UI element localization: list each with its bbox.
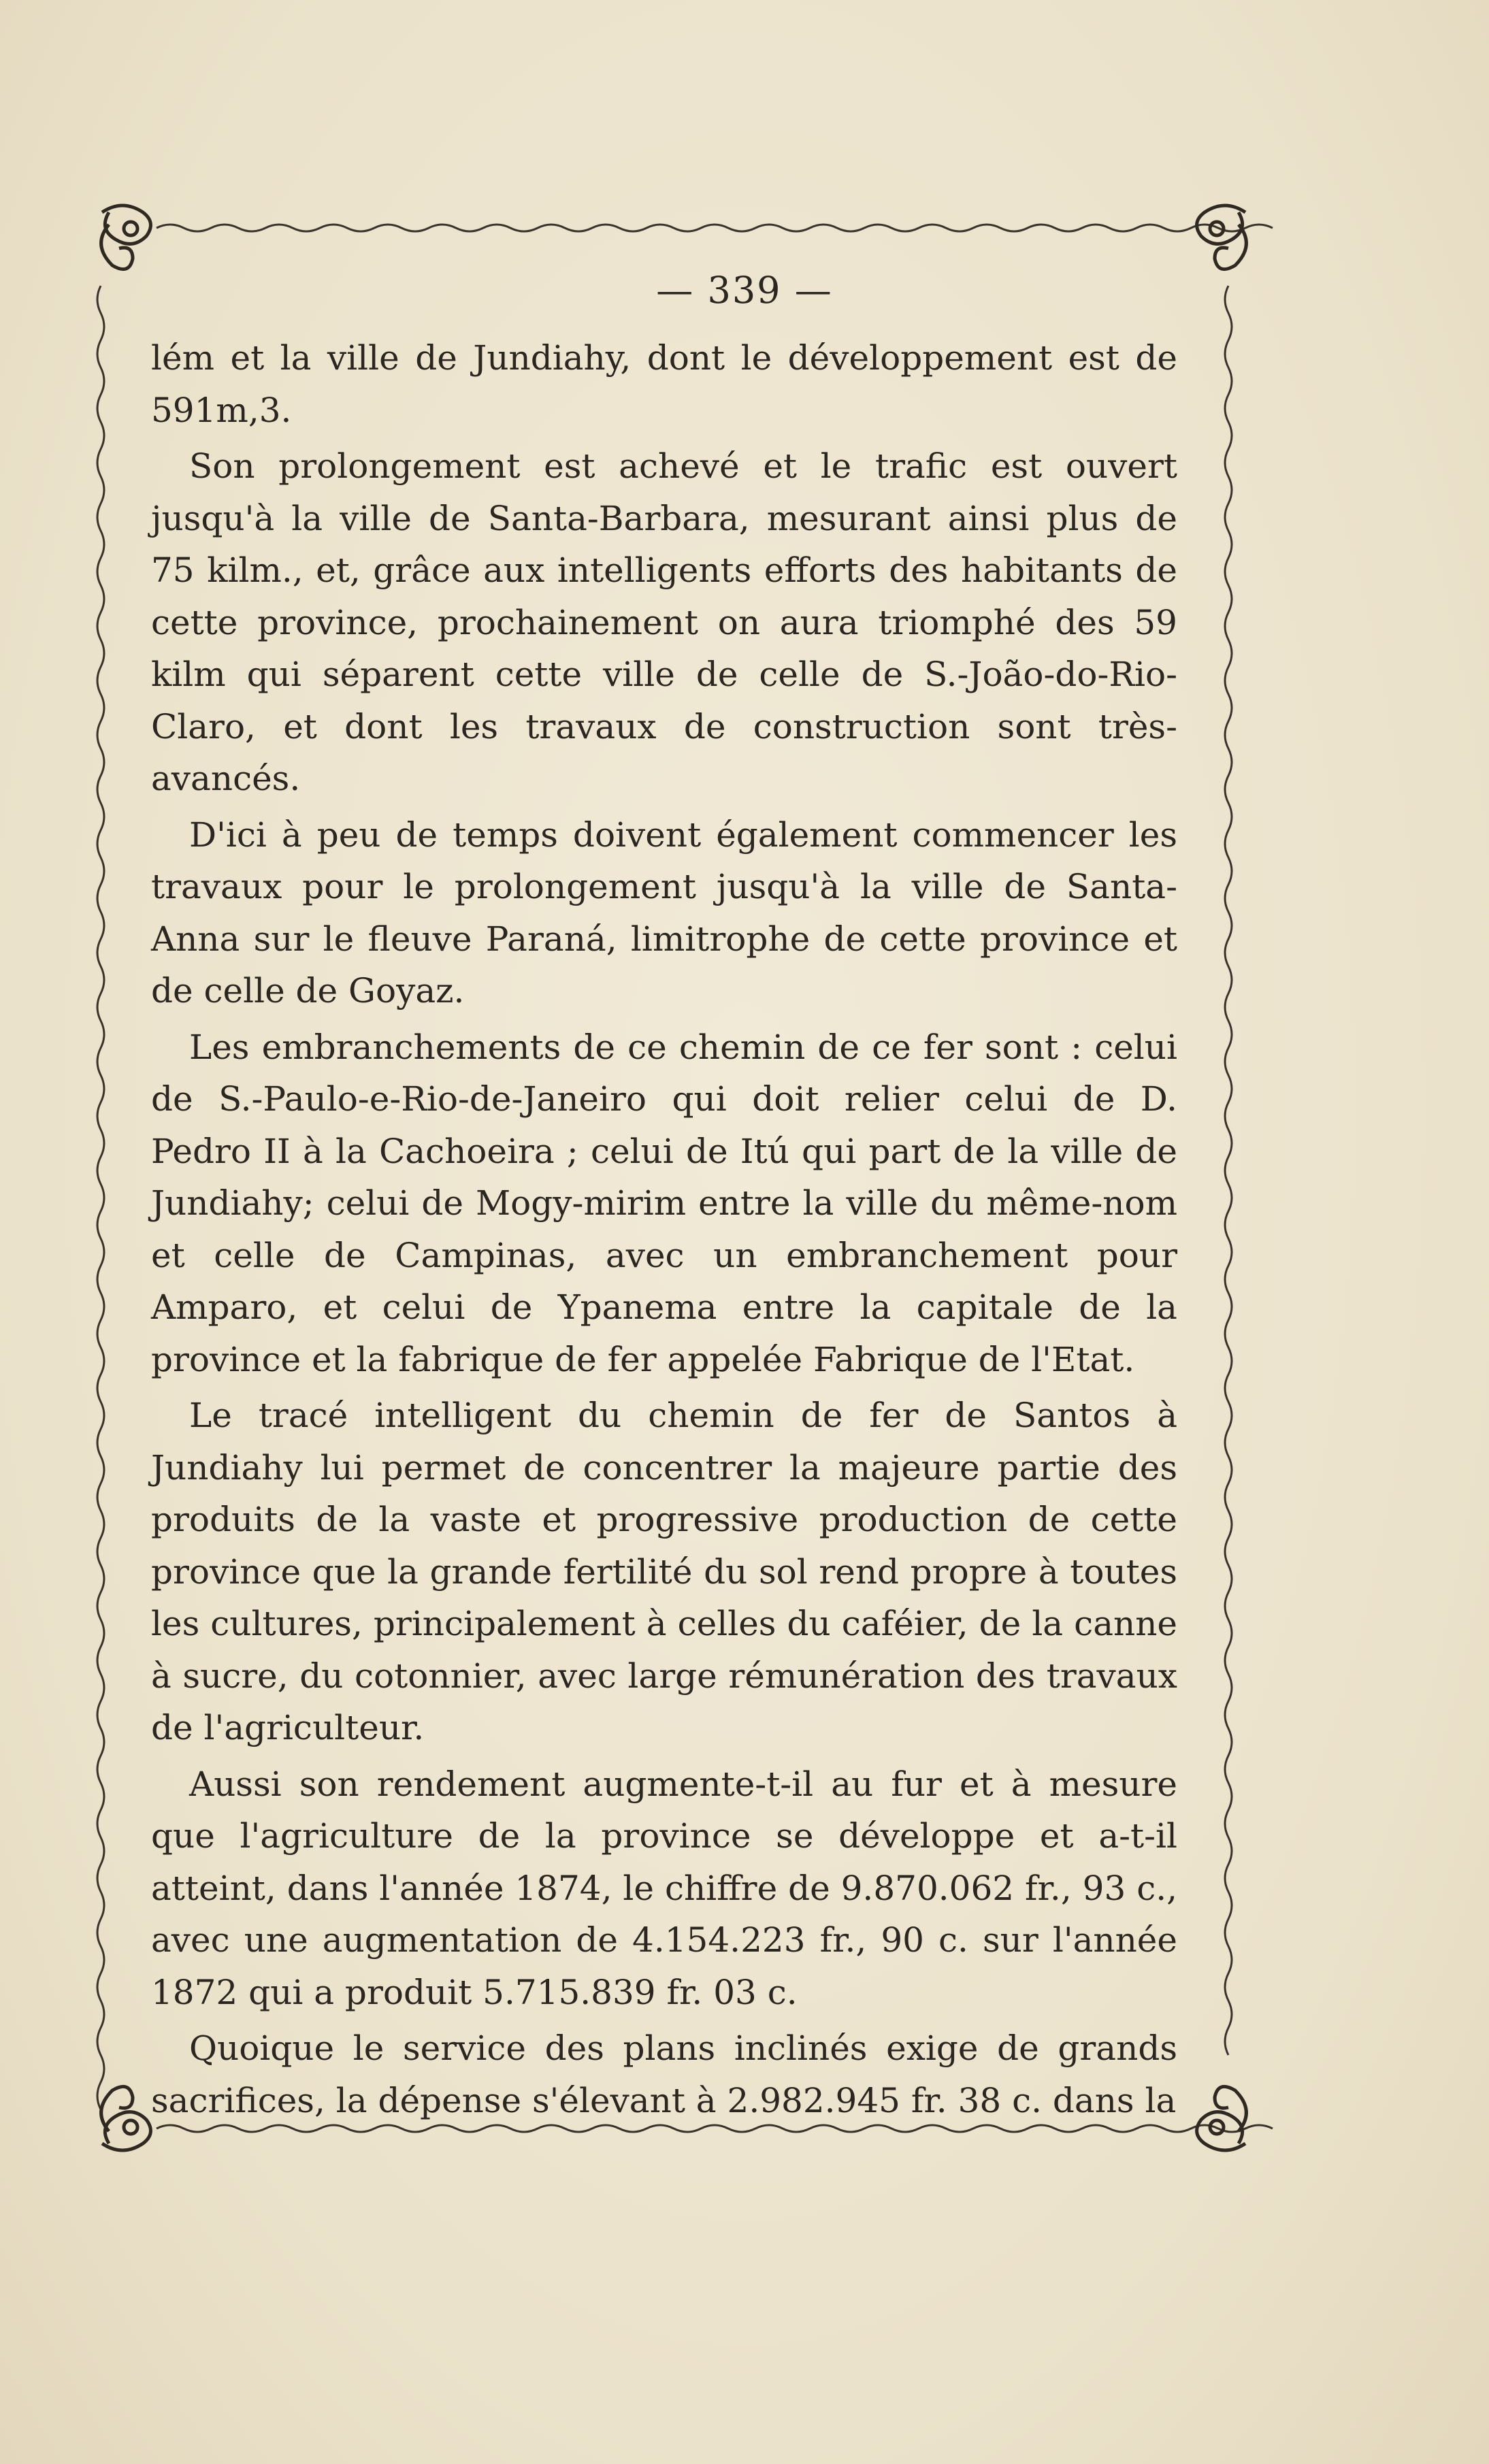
paragraph-6: Aussi son rendement augmente-t-il au fur et à mesure que l'agriculture de la province se développe et a-t-il atteint, dans l'année 1874, le chiffre de 9.870.062 fr., 93 c., avec une augmentation de 4.154.223 fr., 90 c. sur l'année 1872 qui a produit 5.715.839 fr. 03 c. [151, 1764, 1177, 2012]
corner-ornament-bottom-left [101, 2086, 151, 2150]
corner-ornament-top-left [101, 206, 151, 269]
top-border-line [157, 225, 1273, 231]
left-border-line [97, 286, 104, 2109]
right-border-line [1225, 286, 1232, 2055]
page-number: — 339 — [656, 269, 833, 312]
paragraph-5: Le tracé intelligent du chemin de fer de Santos à Jundiahy lui permet de concentrer la majeure partie des produits de la vaste et progressive production de cette province que la grande fertilité du sol rend propre à toutes les cultures, principalement à celles du caféier, de la canne à sucre, du cotonnier, avec large rémunération des travaux de l'agriculteur. [151, 1396, 1177, 1747]
paragraph-1: lém et la ville de Jundiahy, dont le développement est de 591m,3. [151, 338, 1177, 430]
paragraph-3: D'ici à peu de temps doivent également commencer les travaux pour le prolongement jusqu'à la ville de Santa-Anna sur le fleuve Paraná, limitrophe de cette province et de celle de Goyaz. [151, 815, 1177, 1011]
corner-ornament-top-right [1197, 206, 1247, 269]
paragraph-4: Les embranchements de ce chemin de ce fer sont : celui de S.-Paulo-e-Rio-de-Janeiro qui doit relier celui de D. Pedro II à la Cachoeira ; celui de Itú qui part de la ville de Jundiahy; celui de Mogy-mirim entre la ville du même-nom et celle de Campinas, avec un embranchement pour Amparo, et celui de Ypanema entre la capitale de la province et la fabrique de fer appelée Fabrique de l'Etat. [151, 1027, 1177, 1379]
paragraph-2: Son prolongement est achevé et le trafic est ouvert jusqu'à la ville de Santa-Barbara, mesurant ainsi plus de 75 kilm., et, grâce aux intelligents efforts des habitants de cette province, prochainement on aura triomphé des 59 kilm qui séparent cette ville de celle de S.-João-do-Rio-Claro, et dont les travaux de construction sont très-avancés. [151, 446, 1177, 798]
corner-ornament-bottom-right [1197, 2086, 1247, 2150]
body-text [151, 332, 1177, 2126]
paragraph-7: Quoique le service des plans inclinés exige de grands sacrifices, la dépense s'élevant à 2.982.945 fr. 38 c. dans la [151, 2028, 1177, 2120]
